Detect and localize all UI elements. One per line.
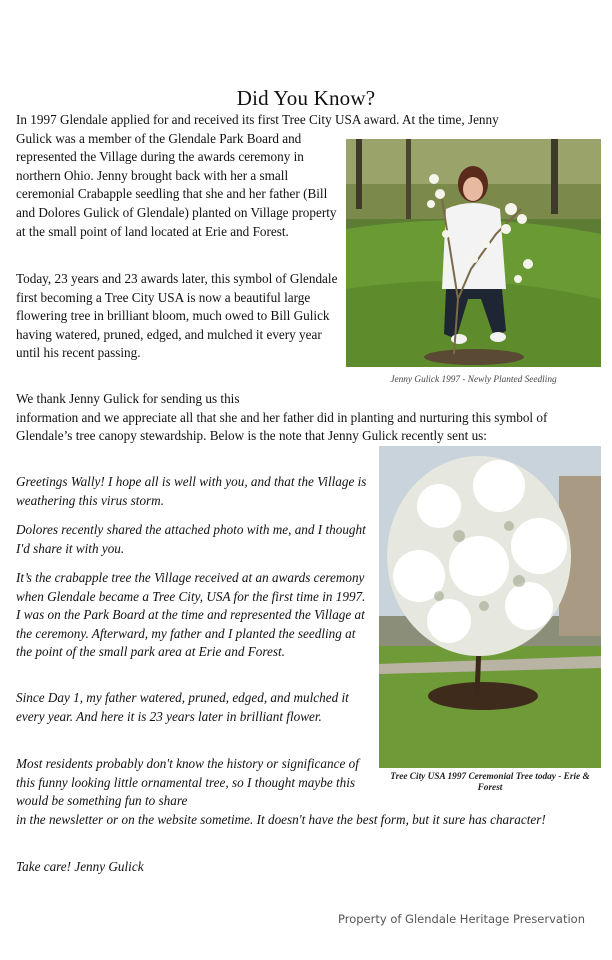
- seedling-photo-caption: Jenny Gulick 1997 - Newly Planted Seedling: [390, 375, 557, 385]
- tree-photo-caption: Tree City USA 1997 Ceremonial Tree today - Erie & Forest: [390, 772, 590, 793]
- thanks-paragraph-line: We thank Jenny Gulick for sending us this: [16, 391, 240, 406]
- thanks-paragraph: information and we appreciate all that she and her father did in planting and nurturing this symbol of Glendale’s tree canopy stewardship. Below is the note that Jenny Gulick recently sent us:: [16, 409, 548, 444]
- letter-greeting: Greetings Wally! I hope all is well with you, and that the Village is weathering this virus storm.: [16, 474, 367, 508]
- seedling-photo-image: [346, 139, 601, 367]
- letter-residents-cont: in the newsletter or on the website sometime. It doesn't have the best form, but it sure has character!: [16, 811, 546, 827]
- letter-signoff: Take care! Jenny Gulick: [16, 859, 144, 874]
- letter-day1: Since Day 1, my father watered, pruned, edged, and mulched it every year. And here it is 23 years later in brilliant flower.: [16, 690, 349, 724]
- tree-photo-image: [379, 446, 601, 768]
- letter-dolores: Dolores recently shared the attached photo with me, and I thought I'd share it with you.: [16, 522, 366, 556]
- letter-residents: Most residents probably don't know the history or significance of this funny looking little ornamental tree, so I thought maybe this would be something fun to share: [16, 756, 359, 809]
- letter-crabapple: It’s the crabapple tree the Village received at an awards ceremony when Glendale became a Tree City, USA for the first time in 1997. I was on the Park Board at the time and represented the Village at the ceremony. Afterward, my father and I planted the seedling at the point of the small park area at Erie and Forest.: [16, 570, 366, 660]
- today-paragraph: Today, 23 years and 23 awards later, this symbol of Glendale first becoming a Tree City USA is now a beautiful large flowering tree in brilliant bloom, much owed to Bill Gulick having watered, pruned, edged, and mulched it every year until his recent passing.: [16, 271, 338, 361]
- tree-photo: [379, 446, 601, 768]
- page-title: Did You Know?: [236, 86, 376, 111]
- intro-paragraph: Gulick was a member of the Glendale Park Board and represented the Village during the awards ceremony in northern Ohio. Jenny brought back with her a small ceremonial Crabapple seedling that she and her father (Bill and Dolores Gulick of Glendale) planted on Village property at the small point of land located at Erie and Forest.: [16, 130, 337, 239]
- watermark: Property of Glendale Heritage Preservation: [338, 912, 585, 926]
- seedling-photo: [346, 139, 601, 367]
- intro-paragraph-line: In 1997 Glendale applied for and received its first Tree City USA award. At the time, Jenny: [16, 112, 499, 127]
